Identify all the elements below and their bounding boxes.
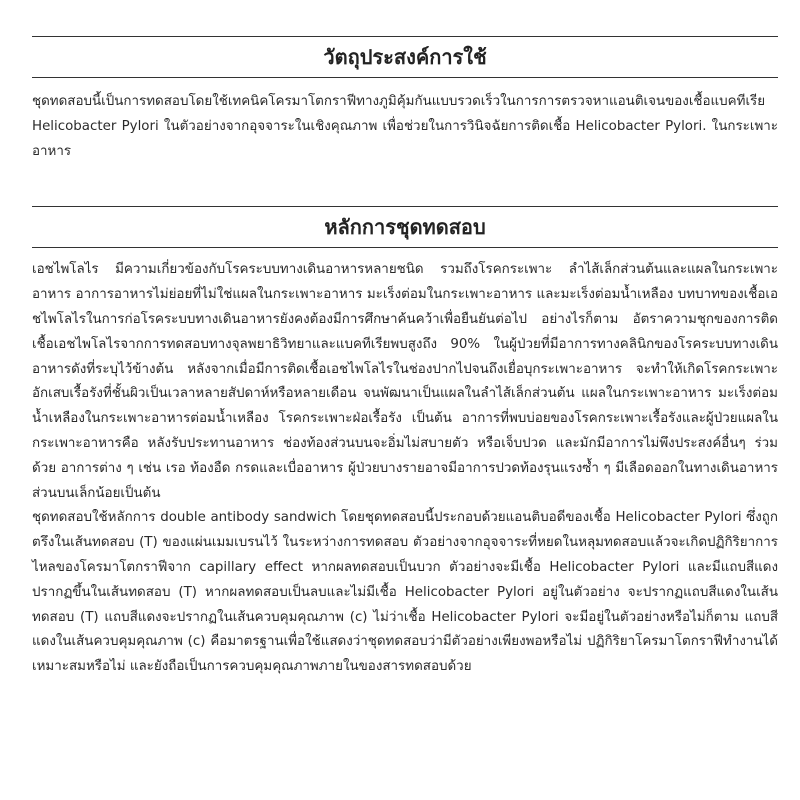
purpose-heading: วัตถุประสงค์การใช้	[323, 45, 487, 69]
principle-paragraph-1: เอชไพโลไร มีความเกี่ยวข้องกับโรคระบบทางเดินอาหารหลายชนิด รวมถึงโรคกระเพาะ ลำไส้เล็กส่วนต้นและแผลในกระเพาะอาหาร อาการอาหารไม่ย่อยที่ไม่ใช่แผลในกระเพาะอาหาร มะเร็งต่อมในกระเพาะอาหาร และมะเร็งต่อมน้ำเหลือง บทบาทของเชื้อเอชไพโลไรในการก่อโรคระบบทางเดินอาหารยังคงต้องมีการศึกษาค้นคว้าเพื่อยืนยันต่อไป อย่างไรก็ตาม อัตราความชุกของการติดเชื้อเอชไพโลไรจากการทดสอบทางจุลพยาธิวิทยาและแบคทีเรียพบสูงถึง 90% ในผู้ป่วยที่มีอาการทางคลินิกของโรคระบบทางเดินอาหารดังที่ระบุไว้ข้างต้น หลังจากเมื่อมีการติดเชื้อเอชไพโลไรในช่องปากไปจนถึงเยื่อบุกระเพาะอาหาร จะทำให้เกิดโรคกระเพาะอักเสบเรื้อรังที่ชั้นผิวเป็นเวลาหลายสัปดาห์หรือหลายเดือน จนพัฒนาเป็นแผลในลำไส้เล็กส่วนต้น แผลในกระเพาะอาหาร มะเร็งต่อมน้ำเหลืองในกระเพาะอาหารต่อมน้ำเหลือง โรคกระเพาะฝ่อเรื้อรัง เป็นต้น อาการที่พบบ่อยของโรคกระเพาะเรื้อรังและผู้ป่วยแผลในกระเพาะอาหารคือ หลังรับประทานอาหาร ช่องท้องส่วนบนจะอิ่มไม่สบายตัว หรือเจ็บปวด และมักมีอาการไม่พึงประสงค์อื่นๆ ร่วมด้วย อาการต่าง ๆ เช่น เรอ ท้องอืด กรดและเบื่ออาหาร ผู้ป่วยบางรายอาจมีอาการปวดท้องรุนแรงซ้ำ ๆ มีเลือดออกในทางเดินอาหารส่วนบนเล็กน้อยเป็นต้น	[32, 262, 778, 501]
purpose-paragraph: ชุดทดสอบนี้เป็นการทดสอบโดยใช้เทคนิคโครมาโตกราฟีทางภูมิคุ้มกันแบบรวดเร็วในการการตรวจหาแอนติเจนของเชื้อแบคทีเรีย Helicobacter Pylori ในตัวอย่างจากอุจจาระในเชิงคุณภาพ เพื่อช่วยในการวินิจฉัยการติดเชื้อ Helicobacter Pylori. ในกระเพาะอาหาร	[32, 94, 778, 159]
principle-paragraph-2: ชุดทดสอบใช้หลักการ double antibody sandwich โดยชุดทดสอบนี้ประกอบด้วยแอนติบอดีของเชื้อ Helicobacter Pylori ซึ่งถูกตรึงในเส้นทดสอบ (T) ของแผ่นเมมเบรนไว้ ในระหว่างการทดสอบ ตัวอย่างจากอุจจาระที่หยดในหลุมทดสอบแล้วจะเกิดปฏิกิริยาการไหลของโครมาโตกราฟีจาก capillary effect หากผลทดสอบเป็นบวก ตัวอย่างจะมีเชื้อ Helicobacter Pylori และมีแถบสีแดงปรากฏขึ้นในเส้นทดสอบ (T) หากผลทดสอบเป็นลบและไม่มีเชื้อ Helicobacter Pylori อยู่ในตัวอย่าง จะปรากฏแถบสีแดงในเส้นทดสอบ (T) แถบสีแดงจะปรากฏในเส้นควบคุมคุณภาพ (c) ไม่ว่าเชื้อ Helicobacter Pylori จะมีอยู่ในตัวอย่างหรือไม่ก็ตาม แถบสีแดงในเส้นควบคุมคุณภาพ (c) คือมาตรฐานเพื่อใช้แสดงว่าชุดทดสอบว่ามีตัวอย่างเพียงพอหรือไม่ ปฏิกิริยาโครมาโตกราฟีทำงานได้เหมาะสมหรือไม่ และยังถือเป็นการควบคุมคุณภาพภายในของสารทดสอบด้วย	[32, 510, 778, 675]
purpose-section-header	[32, 36, 778, 78]
principle-body	[32, 258, 778, 680]
principle-heading: หลักการชุดทดสอบ	[324, 215, 486, 240]
purpose-body	[32, 90, 778, 164]
principle-section-header	[32, 206, 778, 248]
document-page	[32, 36, 778, 680]
